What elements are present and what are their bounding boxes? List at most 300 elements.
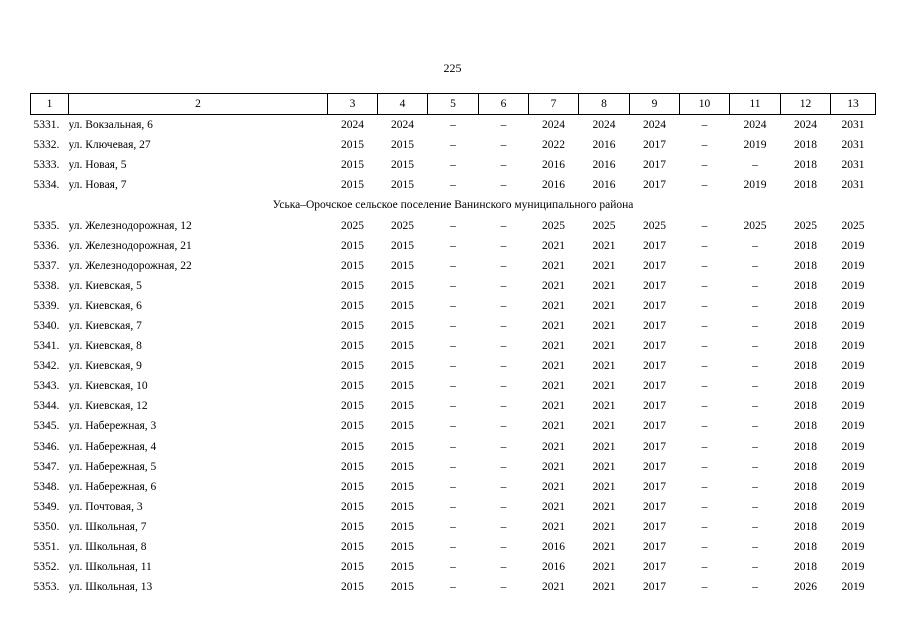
table-row [31,155,876,175]
year-cell: 2018 [794,239,817,252]
address-cell: ул. Киевская, 7 [68,319,142,332]
year-cell: 2019 [743,179,767,192]
year-cell: – [450,299,456,312]
year-cell: – [450,561,456,574]
year-cell: – [701,541,708,554]
year-cell: – [701,340,708,353]
year-cell: 2015 [391,460,414,473]
address-cell: ул. Вокзальная, 6 [68,119,153,132]
year-cell: 2021 [592,480,616,493]
year-cell: – [752,360,758,373]
year-cell: – [701,259,708,272]
year-cell: 2018 [794,319,817,332]
address-cell: ул. Школьная, 11 [68,561,152,574]
year-cell: 2018 [794,420,817,433]
table-row [31,437,876,457]
address-cell: ул. Новая, 7 [68,179,127,192]
year-cell: – [500,119,507,132]
year-cell: – [752,319,758,332]
year-cell: – [500,561,507,574]
row-number: 5339. [33,299,60,312]
year-cell: 2019 [841,259,865,272]
row-number: 5340. [33,319,60,332]
year-cell: 2015 [391,340,414,353]
table-row [31,256,876,276]
table-row [31,517,876,537]
year-cell: 2031 [841,179,865,192]
year-cell: – [701,319,708,332]
address-cell: ул. Школьная, 7 [68,520,147,533]
address-cell: ул. Железнодорожная, 12 [68,219,192,232]
year-cell: – [450,360,456,373]
address-cell: ул. Новая, 5 [68,159,127,172]
year-cell: – [500,299,507,312]
row-number: 5348. [33,480,60,493]
year-cell: 2015 [341,279,364,292]
year-cell: 2021 [592,420,616,433]
year-cell: 2015 [391,480,414,493]
year-cell: 2018 [794,139,817,152]
year-cell: – [450,139,456,152]
year-cell: – [450,119,456,132]
year-cell: 2021 [592,561,616,574]
year-cell: 2017 [643,440,666,453]
year-cell: 2015 [341,420,364,433]
address-cell: ул. Набережная, 4 [68,440,157,453]
year-cell: 2018 [794,541,817,554]
table-row [31,316,876,336]
section-row [31,195,876,215]
year-cell: – [500,541,507,554]
year-cell: 2025 [592,219,616,232]
year-cell: 2017 [643,380,666,393]
year-cell: – [500,460,507,473]
year-cell: 2015 [341,380,364,393]
year-cell: – [450,500,456,513]
header-cell: 13 [831,94,876,115]
year-cell: – [500,360,507,373]
year-cell: 2021 [592,581,616,594]
year-cell: 2024 [643,119,666,132]
year-cell: 2021 [592,319,616,332]
year-cell: 2015 [391,561,414,574]
year-cell: 2018 [794,480,817,493]
year-cell: 2021 [592,400,616,413]
year-cell: 2015 [391,440,414,453]
year-cell: 2018 [794,360,817,373]
year-cell: 2015 [391,319,414,332]
year-cell: – [450,400,456,413]
year-cell: – [701,360,708,373]
year-cell: 2021 [592,279,616,292]
table-row [31,276,876,296]
year-cell: – [701,139,708,152]
year-cell: 2015 [391,520,414,533]
year-cell: – [500,179,507,192]
year-cell: 2024 [743,119,767,132]
year-cell: 2018 [794,159,817,172]
year-cell: 2015 [341,299,364,312]
year-cell: 2017 [643,319,666,332]
year-cell: – [450,159,456,172]
year-cell: 2015 [391,581,414,594]
row-number: 5352. [33,561,60,574]
year-cell: 2019 [841,480,865,493]
year-cell: 2018 [794,299,817,312]
year-cell: – [500,520,507,533]
year-cell: 2017 [643,420,666,433]
year-cell: 2019 [841,299,865,312]
year-cell: 2015 [341,440,364,453]
row-number: 5332. [33,139,60,152]
year-cell: – [500,159,507,172]
table-row [31,135,876,155]
year-cell: – [752,259,758,272]
header-cell: 5 [428,94,479,115]
address-cell: ул. Железнодорожная, 21 [68,239,192,252]
table-row [31,396,876,416]
table-body [31,115,876,598]
row-number: 5333. [33,159,60,172]
year-cell: 2017 [643,460,666,473]
year-cell: – [752,440,758,453]
year-cell: 2015 [341,520,364,533]
year-cell: 2017 [643,139,666,152]
year-cell: 2019 [841,500,865,513]
year-cell: 2015 [391,380,414,393]
year-cell: 2015 [391,400,414,413]
year-cell: – [500,239,507,252]
year-cell: – [450,279,456,292]
year-cell: 2019 [841,541,865,554]
row-number: 5347. [33,460,60,473]
year-cell: 2016 [592,139,616,152]
year-cell: 2018 [794,460,817,473]
year-cell: – [752,239,758,252]
year-cell: 2021 [542,420,565,433]
year-cell: 2018 [794,340,817,353]
year-cell: 2017 [643,360,666,373]
year-cell: 2018 [794,380,817,393]
year-cell: 2017 [643,500,666,513]
year-cell: – [752,500,758,513]
year-cell: 2019 [743,139,767,152]
year-cell: 2017 [643,179,666,192]
year-cell: 2021 [592,380,616,393]
year-cell: – [450,541,456,554]
year-cell: 2015 [341,259,364,272]
row-number: 5343. [33,380,60,393]
year-cell: 2021 [592,500,616,513]
year-cell: 2021 [592,299,616,312]
year-cell: 2021 [542,380,565,393]
year-cell: 2015 [341,179,364,192]
year-cell: 2016 [542,561,565,574]
year-cell: 2015 [341,239,364,252]
year-cell: 2015 [391,159,414,172]
row-number: 5335. [33,219,60,232]
year-cell: – [450,340,456,353]
year-cell: 2017 [643,561,666,574]
year-cell: 2015 [341,159,364,172]
year-cell: 2016 [592,179,616,192]
year-cell: 2025 [391,219,414,232]
year-cell: – [450,581,456,594]
year-cell: 2015 [341,340,364,353]
year-cell: – [500,319,507,332]
year-cell: – [701,159,708,172]
year-cell: 2017 [643,520,666,533]
row-number: 5331. [33,119,60,132]
row-number: 5342. [33,360,60,373]
year-cell: 2021 [592,520,616,533]
year-cell: 2021 [542,500,565,513]
year-cell: 2015 [391,420,414,433]
year-cell: – [701,520,708,533]
address-cell: ул. Киевская, 5 [68,279,142,292]
year-cell: 2024 [794,119,817,132]
table-row [31,236,876,256]
page-number: 225 [443,61,462,75]
year-cell: 2019 [841,239,865,252]
year-cell: 2015 [341,480,364,493]
year-cell: 2019 [841,420,865,433]
year-cell: – [701,219,708,232]
year-cell: – [450,480,456,493]
year-cell: – [752,420,758,433]
year-cell: 2021 [592,541,616,554]
year-cell: 2025 [643,219,666,232]
year-cell: 2017 [643,259,666,272]
year-cell: 2021 [542,360,565,373]
header-cell: 10 [680,94,730,115]
year-cell: – [500,420,507,433]
year-cell: – [500,500,507,513]
year-cell: 2019 [841,460,865,473]
year-cell: – [752,541,758,554]
year-cell: – [450,420,456,433]
year-cell: 2021 [542,400,565,413]
year-cell: 2016 [592,159,616,172]
address-cell: ул. Ключевая, 27 [68,139,151,152]
year-cell: 2018 [794,400,817,413]
year-cell: 2015 [391,541,414,554]
year-cell: 2021 [542,259,565,272]
table-row [31,356,876,376]
year-cell: 2017 [643,340,666,353]
year-cell: 2019 [841,520,865,533]
row-number: 5351. [33,541,60,554]
year-cell: – [500,259,507,272]
year-cell: 2016 [542,159,565,172]
year-cell: 2019 [841,400,865,413]
table-row [31,557,876,577]
year-cell: 2024 [341,119,364,132]
year-cell: 2018 [794,279,817,292]
address-cell: ул. Набережная, 6 [68,480,157,493]
year-cell: – [752,159,758,172]
header-cell: 9 [630,94,680,115]
header-cell: 8 [579,94,630,115]
address-cell: ул. Киевская, 9 [68,360,142,373]
year-cell: 2021 [542,440,565,453]
header-cell: 1 [31,94,69,115]
year-cell: 2019 [841,561,865,574]
year-cell: 2015 [341,541,364,554]
schedule-table [30,93,876,597]
year-cell: 2015 [391,279,414,292]
row-number: 5344. [33,400,60,413]
year-cell: 2015 [341,360,364,373]
year-cell: – [450,179,456,192]
year-cell: 2015 [341,561,364,574]
year-cell: – [500,400,507,413]
year-cell: 2018 [794,500,817,513]
year-cell: 2017 [643,299,666,312]
year-cell: 2019 [841,319,865,332]
year-cell: 2015 [341,500,364,513]
row-number: 5346. [33,440,60,453]
year-cell: 2021 [542,299,565,312]
table-row [31,537,876,557]
address-cell: ул. Киевская, 6 [68,299,142,312]
year-cell: – [752,279,758,292]
year-cell: – [752,380,758,393]
year-cell: 2031 [841,139,865,152]
year-cell: 2021 [542,319,565,332]
year-cell: 2015 [391,500,414,513]
year-cell: 2021 [542,520,565,533]
address-cell: ул. Киевская, 10 [68,380,148,393]
year-cell: – [752,299,758,312]
address-cell: ул. Почтовая, 3 [68,500,143,513]
year-cell: 2021 [592,259,616,272]
year-cell: – [752,520,758,533]
year-cell: 2015 [391,360,414,373]
year-cell: 2024 [542,119,565,132]
year-cell: 2025 [341,219,364,232]
year-cell: – [500,139,507,152]
address-cell: ул. Киевская, 12 [68,400,148,413]
header-cell: 3 [328,94,378,115]
table-row [31,175,876,195]
year-cell: 2021 [542,239,565,252]
year-cell: 2024 [391,119,414,132]
year-cell: 2015 [341,581,364,594]
year-cell: 2019 [841,440,865,453]
year-cell: 2021 [542,460,565,473]
year-cell: – [450,219,456,232]
year-cell: 2017 [643,159,666,172]
year-cell: – [500,581,507,594]
year-cell: – [500,440,507,453]
year-cell: 2018 [794,259,817,272]
year-cell: 2017 [643,480,666,493]
year-cell: – [701,420,708,433]
year-cell: 2024 [592,119,616,132]
year-cell: – [701,279,708,292]
section-title: Уська–Орочское сельское поселение Ванинского муниципального района [272,199,634,212]
header-cell: 6 [479,94,529,115]
row-number: 5350. [33,520,60,533]
year-cell: 2021 [592,239,616,252]
year-cell: 2019 [841,380,865,393]
row-number: 5334. [33,179,60,192]
year-cell: 2026 [794,581,817,594]
year-cell: 2015 [341,460,364,473]
year-cell: 2015 [341,319,364,332]
year-cell: 2025 [743,219,767,232]
year-cell: – [450,440,456,453]
year-cell: – [752,561,758,574]
year-cell: – [701,380,708,393]
year-cell: 2025 [542,219,565,232]
year-cell: – [500,279,507,292]
year-cell: 2016 [542,179,565,192]
row-number: 5353. [33,581,60,594]
year-cell: – [752,581,758,594]
year-cell: 2021 [592,340,616,353]
year-cell: – [450,319,456,332]
address-cell: ул. Набережная, 3 [68,420,157,433]
header-row [31,94,876,115]
year-cell: 2031 [841,159,865,172]
year-cell: 2025 [794,219,817,232]
address-cell: ул. Киевская, 8 [68,340,142,353]
year-cell: 2019 [841,340,865,353]
year-cell: 2021 [592,460,616,473]
year-cell: 2022 [542,139,565,152]
row-number: 5349. [33,500,60,513]
year-cell: 2021 [542,581,565,594]
year-cell: – [500,340,507,353]
year-cell: 2016 [542,541,565,554]
year-cell: 2031 [841,119,865,132]
row-number: 5345. [33,420,60,433]
year-cell: 2015 [391,259,414,272]
row-number: 5336. [33,239,60,252]
year-cell: 2021 [542,340,565,353]
table-row [31,457,876,477]
year-cell: 2015 [341,400,364,413]
year-cell: – [752,480,758,493]
year-cell: 2015 [391,139,414,152]
year-cell: – [701,239,708,252]
address-cell: ул. Железнодорожная, 22 [68,259,192,272]
header-cell: 12 [781,94,831,115]
table-row [31,215,876,235]
year-cell: – [450,520,456,533]
year-cell: – [450,460,456,473]
year-cell: 2018 [794,520,817,533]
header-cell: 7 [529,94,579,115]
year-cell: 2021 [542,480,565,493]
address-cell: ул. Школьная, 8 [68,541,147,554]
header-cell: 4 [378,94,428,115]
year-cell: 2018 [794,561,817,574]
year-cell: 2019 [841,581,865,594]
year-cell: 2017 [643,541,666,554]
table-row [31,115,876,136]
year-cell: 2025 [841,219,865,232]
year-cell: 2015 [391,179,414,192]
year-cell: – [701,119,708,132]
header-cell: 2 [69,94,328,115]
year-cell: 2017 [643,581,666,594]
year-cell: 2019 [841,360,865,373]
year-cell: 2018 [794,179,817,192]
year-cell: – [701,440,708,453]
